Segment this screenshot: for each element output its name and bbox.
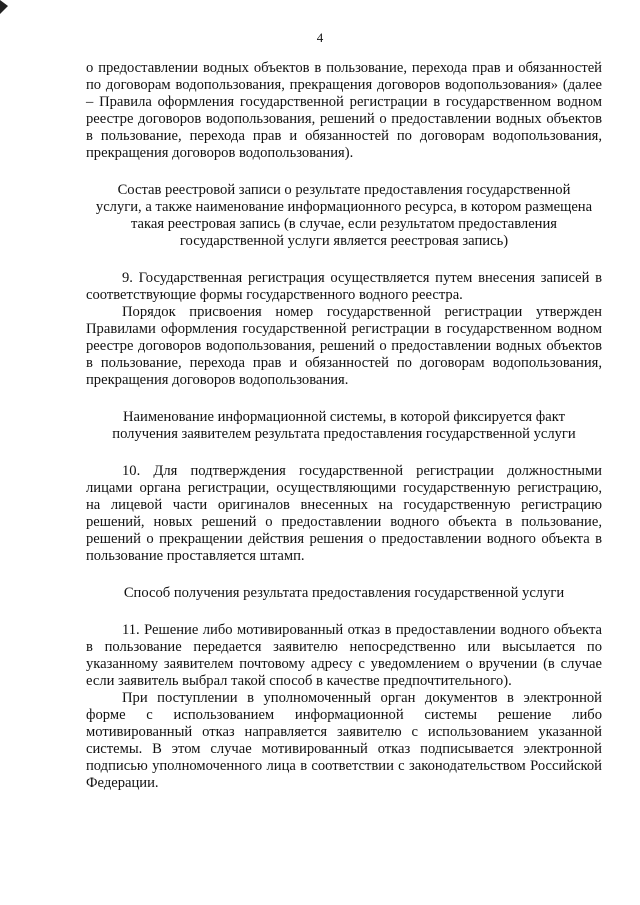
heading-registry-record <box>86 182 602 250</box>
scan-corner-mark <box>0 0 18 18</box>
paragraph-10: 10. Для подтверждения государственной регистрации должностными лицами органа регистрации, осуществляющими государственную регистрацию, на лицевой части оригиналов внесенных на государственную регистрацию решений, новых решений о предоставлении водного объекта в пользование, решений о прекращении действия решения о предоставлении водного объекта в пользование проставляется штамп. <box>86 463 602 564</box>
heading-line: Наименование информационной системы, в которой фиксируется факт <box>123 409 565 425</box>
heading-line: такая реестровая запись (в случае, если результатом предоставления <box>130 216 558 232</box>
paragraph-11: 11. Решение либо мотивированный отказ в предоставлении водного объекта в пользование передается заявителю непосредственно или высылается по указанному заявителем почтовому адресу с уведомлением о вручении (в случае если заявитель выбрал такой способ в качестве предпочтительного). <box>86 622 602 689</box>
paragraph-rules-definition: о предоставлении водных объектов в пользование, перехода прав и обязанностей по договорам водопользования, прекращения договоров водопользования» (далее – Правила оформления государственной регистрации в государственном водном реестре договоров водопользования, решений о предоставлении водных объектов в пользование, перехода прав и обязанностей по договорам водопользования, прекращения договоров водопользования). <box>86 60 602 161</box>
heading-line: государственной услуги является реестровая запись) <box>179 233 509 249</box>
heading-result-delivery <box>86 585 602 602</box>
heading-line: Состав реестровой записи о результате предоставления государственной <box>117 182 571 198</box>
heading-line: Способ получения результата предоставления государственной услуги <box>123 585 565 601</box>
heading-information-system <box>86 409 602 443</box>
heading-line: услуги, а также наименование информационного ресурса, в котором размещена <box>95 199 593 215</box>
paragraph-electronic-submission: При поступлении в уполномоченный орган документов в электронной форме с использованием информационной системы решение либо мотивированный отказ направляется заявителю с использованием указанной системы. В этом случае мотивированный отказ подписывается электронной подписью уполномоченного лица в соответствии с законодательством Российской Федерации. <box>86 690 602 791</box>
document-body <box>86 60 602 792</box>
heading-line: получения заявителем результата предоставления государственной услуги <box>112 426 576 442</box>
paragraph-9: 9. Государственная регистрация осуществляется путем внесения записей в соответствующие формы государственного водного реестра. <box>86 270 602 303</box>
paragraph-numbering-order: Порядок присвоения номер государственной регистрации утвержден Правилами оформления государственной регистрации в государственном водном реестре договоров водопользования, решений о предоставлении водных объектов в пользование, перехода прав и обязанностей по договорам водопользования, прекращения договоров водопользования. <box>86 304 602 388</box>
page-number: 4 <box>316 30 324 45</box>
